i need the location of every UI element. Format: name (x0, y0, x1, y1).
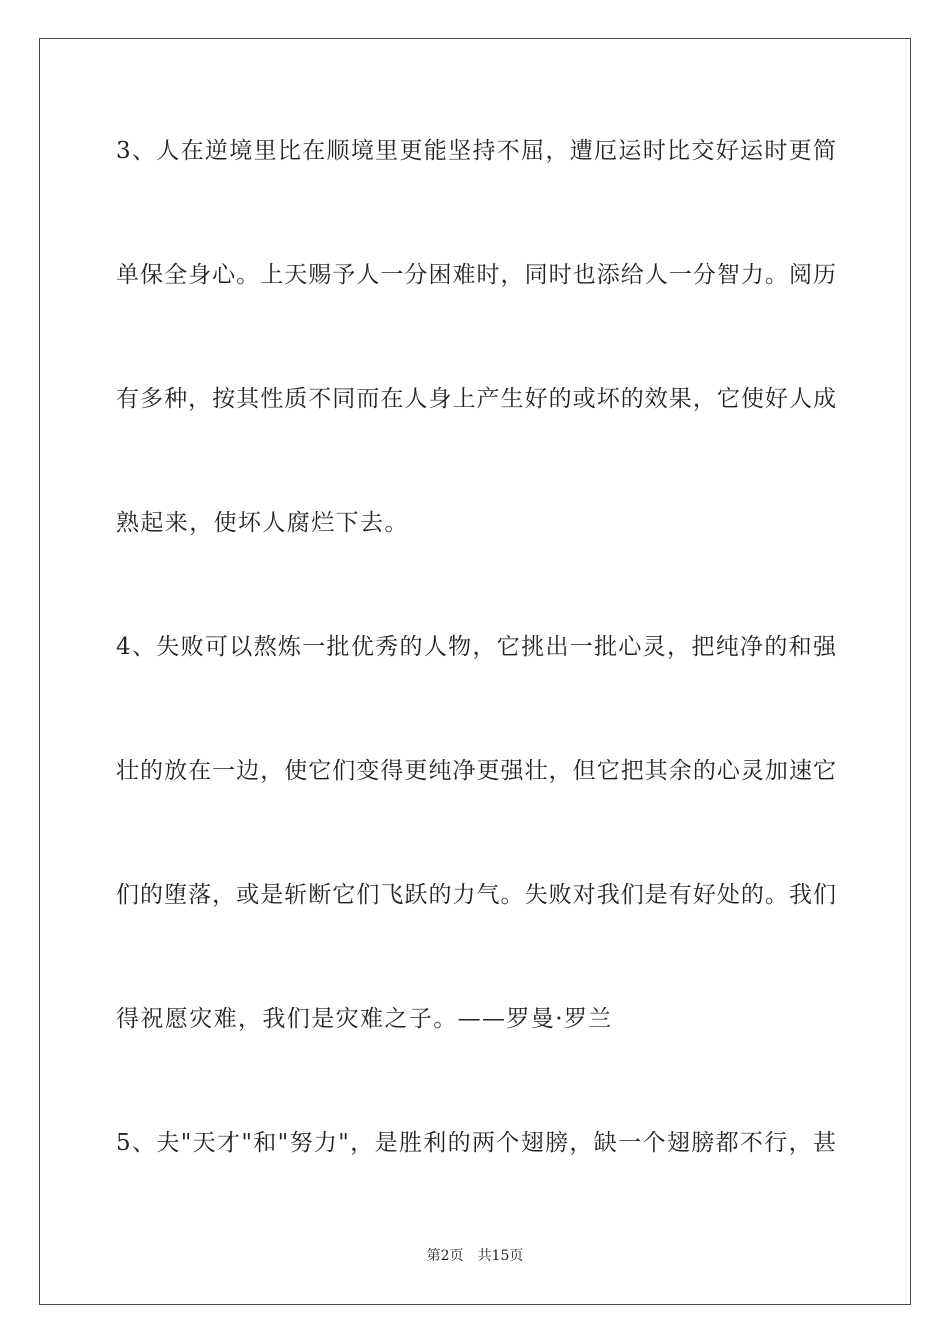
paragraph-3-line-4: 熟起来，使坏人腐烂下去。 (116, 510, 409, 536)
page-number-footer: 第2页 共15页 (426, 1248, 524, 1264)
paragraph-3-line-2: 单保全身心。上天赐予人一分困难时，同时也添给人一分智力。阅历 (116, 262, 836, 288)
paragraph-4-line-1: 4、失败可以熬炼一批优秀的人物，它挑出一批心灵，把纯净的和强 (116, 634, 836, 660)
paragraph-4-line-4: 得祝愿灾难，我们是灾难之子。——罗曼·罗兰 (116, 1006, 613, 1032)
paragraph-4-line-3: 们的堕落，或是斩断它们飞跃的力气。失败对我们是有好处的。我们 (116, 882, 836, 908)
paragraph-5-line-1: 5、夫"天才"和"努力"，是胜利的两个翅膀，缺一个翅膀都不行，甚 (116, 1130, 836, 1156)
paragraph-3-line-3: 有多种，按其性质不同而在人身上产生好的或坏的效果，它使好人成 (116, 386, 836, 412)
paragraph-3-line-1: 3、人在逆境里比在顺境里更能坚持不屈，遭厄运时比交好运时更简 (116, 138, 836, 164)
paragraph-4-line-2: 壮的放在一边，使它们变得更纯净更强壮，但它把其余的心灵加速它 (116, 758, 836, 784)
page-border (39, 38, 911, 1305)
